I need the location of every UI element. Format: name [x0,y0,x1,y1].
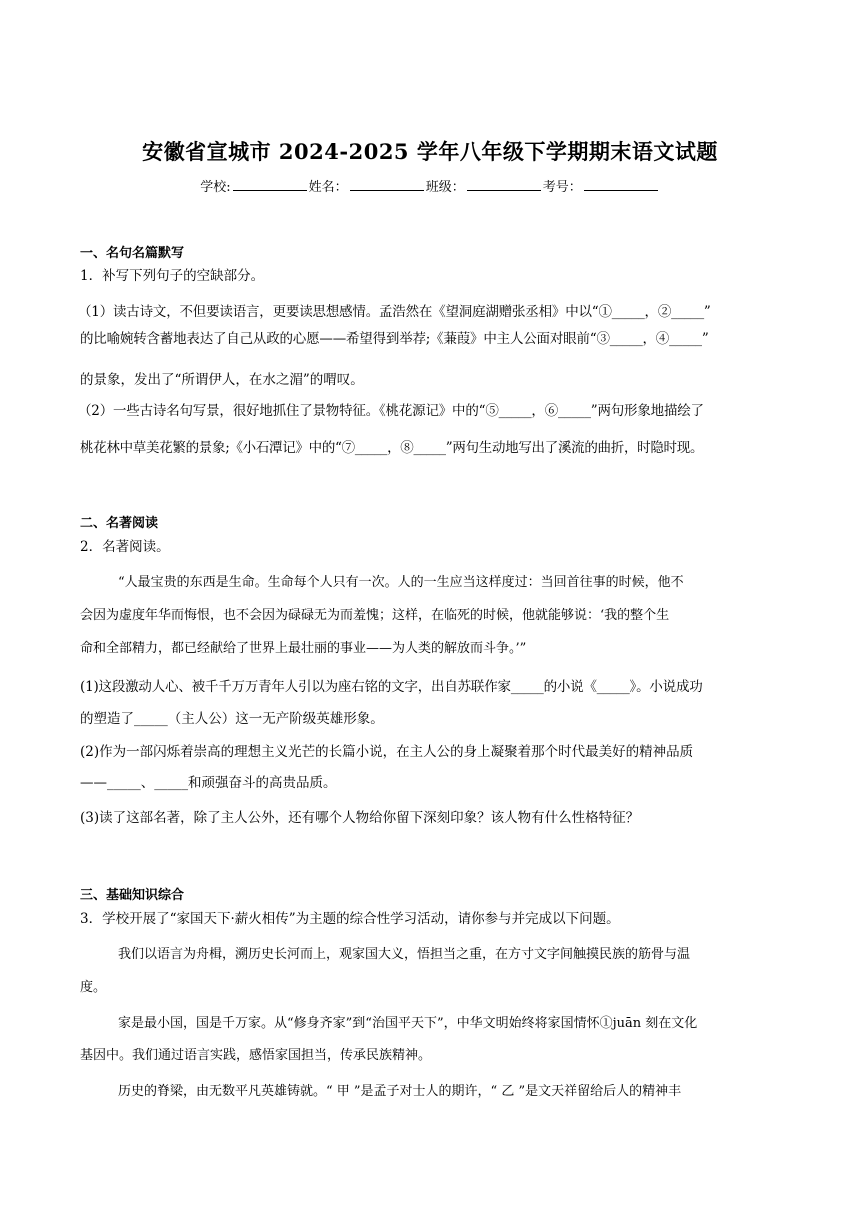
student-info-line [0,176,860,195]
name-label: 姓名： [308,180,348,195]
paragraph-line: (2)作为一部闪烁着崇高的理想主义光芒的长篇小说，在主人公的身上凝聚着那个时代最美好的精神品质 [80,744,694,760]
passage-line: 基因中。我们通过语言实践，感悟家国担当，传承民族精神。 [80,1048,432,1063]
paragraph-line: （2）一些古诗名句写景，很好地抓住了景物特征。《桃花源记》中的“⑤_____，⑥_____”两句形象地描绘了 [78,403,704,419]
passage-line: 家是最小国，国是千万家。从“修身齐家”到“治国平天下”，中华文明始终将家国情怀①juān 刻在文化 [118,1016,698,1031]
exam-no-label: 考号： [542,180,582,195]
school-label: 学校: [200,180,231,195]
question-stem: 1．补写下列句子的空缺部分。 [80,268,265,284]
section-heading: 二、名著阅读 [80,516,159,531]
quoted-passage-line: “人最宝贵的东西是生命。生命每个人只有一次。人的一生应当这样度过：当回首往事的时候，他不 [118,575,684,590]
paragraph-line: 的比喻婉转含蓄地表达了自己从政的心愿——希望得到举荐;《蒹葭》中主人公面对眼前“③_____，④_____” [80,331,709,347]
question-stem: 2．名著阅读。 [80,539,170,555]
passage-line: 历史的脊梁，由无数平凡英雄铸就。“ 甲 ”是孟子对士人的期许，“ 乙 ”是文天祥留给后人的精神丰 [118,1084,682,1099]
section-heading: 三、基础知识综合 [80,888,185,903]
section-heading: 一、名句名篇默写 [80,246,185,261]
paragraph-line: ——_____、_____和顽强奋斗的高贵品质。 [80,775,337,791]
passage-line: 度。 [80,980,107,995]
paragraph-line: 的塑造了_____（主人公）这一无产阶级英雄形象。 [80,711,384,727]
quoted-passage-line: 命和全部精力，都已经献给了世界上最壮丽的事业——为人类的解放而斗争。’” [80,641,527,656]
paragraph-line: (1)这段激动人心、被千千万万青年人引以为座右铭的文字，出自苏联作家_____的小说《_____》。小说成功 [80,679,703,695]
page-title: 安徽省宣城市 2024-2025 学年八年级下学期期末语文试题 [142,139,718,164]
question-stem: 3．学校开展了“家国天下·薪火相传”为主题的综合性学习活动，请你参与并完成以下问题。 [80,911,620,927]
paragraph-line: （1）读古诗文，不但要读语言，更要读思想感情。孟浩然在《望洞庭湖赠张丞相》中以“①_____，②_____” [78,304,711,320]
exam-no-blank[interactable] [584,178,658,191]
quoted-passage-line: 会因为虚度年华而悔恨，也不会因为碌碌无为而羞愧；这样，在临死的时候，他就能够说：‘我的整个生 [80,608,670,623]
class-blank[interactable] [467,178,541,191]
class-label: 班级： [425,180,465,195]
paragraph-line: (3)读了这部名著，除了主人公外，还有哪个人物给你留下深刻印象？该人物有什么性格特征？ [80,810,640,826]
paragraph-line: 的景象，发出了“所谓伊人，在水之湄”的喟叹。 [80,372,364,388]
name-blank[interactable] [350,178,424,191]
school-blank[interactable] [233,178,307,191]
paragraph-line: 桃花林中草美花繁的景象;《小石潭记》中的“⑦_____，⑧_____”两句生动地写出了溪流的曲折，时隐时现。 [80,440,704,456]
passage-line: 我们以语言为舟楫，溯历史长河而上，观家国大义，悟担当之重，在方寸文字间触摸民族的筋骨与温 [118,947,691,962]
